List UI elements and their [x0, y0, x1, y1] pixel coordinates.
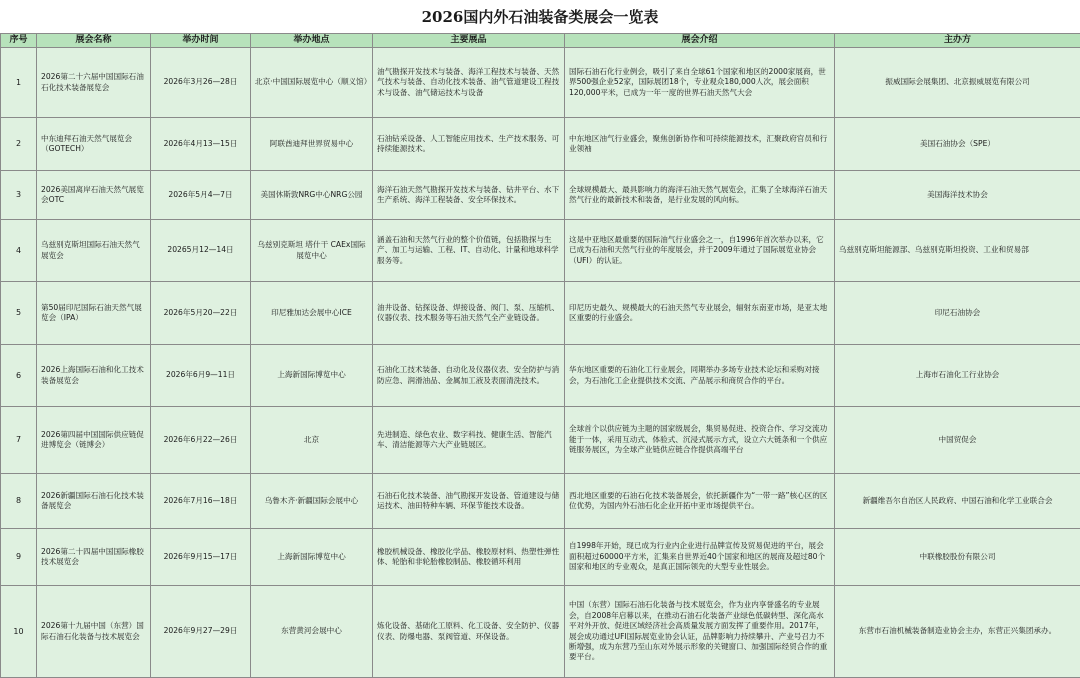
header-time: 举办时间	[151, 34, 251, 48]
cell-venue: 北京·中国国际展览中心（顺义馆）	[251, 48, 373, 118]
table-row	[1, 345, 1080, 407]
cell-seq: 3	[1, 171, 37, 220]
cell-seq: 9	[1, 529, 37, 586]
table-row	[1, 282, 1080, 345]
cell-time: 20265月12—14日	[151, 220, 251, 282]
cell-intro: 中国（东营）国际石油石化装备与技术展览会，作为业内享誉盛名的专业展会，自2008年启幕以来，在推动石油石化装备产业绿色低碳转型、深化高水平对外开放、促进区域经济社会高质量发展方面发挥了重要作用。2017年，展会成功通过UFI国际展览业协会认证，品牌影响力持续攀升、产业号召力不断增强，成为东营乃至山东对外展示形象的关键窗口、加强国际经贸合作的重要平台。	[565, 586, 835, 678]
header-venue: 举办地点	[251, 34, 373, 48]
cell-exhibits: 石油化工技术装备、自动化及仪器仪表、安全防护与消防应急、润滑油品、金属加工液及表面清洗技术。	[373, 345, 565, 407]
cell-seq: 4	[1, 220, 37, 282]
header-organizer: 主办方	[835, 34, 1080, 48]
header-row	[1, 34, 1080, 48]
cell-exhibits: 涵盖石油和天然气行业的整个价值链，包括勘探与生产、加工与运输、工程、IT、自动化、计量和地球科学服务等。	[373, 220, 565, 282]
cell-exhibits: 先进制造、绿色农业、数字科技、健康生活、智能汽车、清洁能源等六大产业链展区。	[373, 407, 565, 474]
exhibition-table	[0, 33, 1080, 678]
cell-seq: 1	[1, 48, 37, 118]
cell-name: 2026第十九届中国（东营）国际石油石化装备与技术展览会	[37, 586, 151, 678]
table-row	[1, 586, 1080, 678]
cell-organizer: 新疆维吾尔自治区人民政府、中国石油和化学工业联合会	[835, 474, 1080, 529]
cell-seq: 5	[1, 282, 37, 345]
cell-intro: 国际石油石化行业例会，吸引了来自全球61个国家和地区的2000家展商，世界500强企业52家，国际展团18个，专业观众180,000人次，展会面积120,000平米，已成为一年一度的世界石油天然气大会	[565, 48, 835, 118]
cell-organizer: 乌兹别克斯坦能源部、乌兹别克斯坦投资、工业和贸易部	[835, 220, 1080, 282]
cell-venue: 美国休斯敦NRG中心NRG公园	[251, 171, 373, 220]
header-name: 展会名称	[37, 34, 151, 48]
cell-intro: 华东地区重要的石油化工行业展会，同期举办多场专业技术论坛和采购对接会，为石油化工企业提供技术交流、产品展示和商贸合作的平台。	[565, 345, 835, 407]
cell-seq: 8	[1, 474, 37, 529]
cell-organizer: 美国石油协会（SPE）	[835, 118, 1080, 171]
cell-intro: 自1998年开始，现已成为行业内企业进行品牌宣传及贸易促进的平台，展会面积超过60000平方米，汇集来自世界近40个国家和地区的展商及超过80个国家和地区的专业观众，是真正国际领先的大型专业性展会。	[565, 529, 835, 586]
cell-organizer: 东营市石油机械装备制造业协会主办，东营正兴集团承办。	[835, 586, 1080, 678]
cell-venue: 乌兹别克斯坦 塔什干 CAEx国际展览中心	[251, 220, 373, 282]
cell-venue: 印尼雅加达会展中心ICE	[251, 282, 373, 345]
cell-intro: 全球规模最大、最具影响力的海洋石油天然气展览会，汇集了全球海洋石油天然气行业的最新技术和装备，是行业发展的风向标。	[565, 171, 835, 220]
cell-name: 2026第四届中国国际供应链促进博览会（链博会）	[37, 407, 151, 474]
header-seq: 序号	[1, 34, 37, 48]
cell-time: 2026年6月9—11日	[151, 345, 251, 407]
cell-intro: 这是中亚地区最重要的国际油气行业盛会之一，自1996年首次举办以来，它已成为石油和天然气行业的年度展会，并于2009年通过了国际展览业协会（UFI）的认证。	[565, 220, 835, 282]
cell-organizer: 上海市石油化工行业协会	[835, 345, 1080, 407]
table-row	[1, 529, 1080, 586]
cell-exhibits: 石油钻采设备、人工智能应用技术、生产技术服务、可持续能源技术。	[373, 118, 565, 171]
table-row	[1, 220, 1080, 282]
cell-organizer: 振威国际会展集团、北京振威展览有限公司	[835, 48, 1080, 118]
cell-name: 中东迪拜石油天然气展览会（GOTECH）	[37, 118, 151, 171]
table-header	[1, 34, 1080, 48]
table-row	[1, 48, 1080, 118]
cell-time: 2026年9月27—29日	[151, 586, 251, 678]
cell-intro: 西北地区重要的石油石化技术装备展会，依托新疆作为“一带一路”核心区的区位优势，为国内外石油石化企业开拓中亚市场提供平台。	[565, 474, 835, 529]
table-row	[1, 474, 1080, 529]
cell-seq: 2	[1, 118, 37, 171]
cell-venue: 上海新国际博览中心	[251, 345, 373, 407]
header-intro: 展会介绍	[565, 34, 835, 48]
cell-exhibits: 石油石化技术装备、油气勘探开发设备、管道建设与储运技术、油田特种车辆、环保节能技术设备。	[373, 474, 565, 529]
cell-organizer: 印尼石油协会	[835, 282, 1080, 345]
cell-exhibits: 油井设备、钻探设备、焊接设备、阀门、泵、压缩机、仪器仪表、技术服务等石油天然气全产业链设备。	[373, 282, 565, 345]
table-row	[1, 407, 1080, 474]
cell-exhibits: 海洋石油天然气勘探开发技术与装备、钻井平台、水下生产系统、海洋工程装备、安全环保技术。	[373, 171, 565, 220]
cell-name: 2026第二十六届中国国际石油石化技术装备展览会	[37, 48, 151, 118]
cell-exhibits: 橡胶机械设备、橡胶化学品、橡胶原材料、热塑性弹性体、轮胎和非轮胎橡胶制品、橡胶循环利用	[373, 529, 565, 586]
cell-organizer: 美国海洋技术协会	[835, 171, 1080, 220]
cell-time: 2026年3月26—28日	[151, 48, 251, 118]
cell-seq: 7	[1, 407, 37, 474]
cell-name: 2026第二十四届中国国际橡胶技术展览会	[37, 529, 151, 586]
cell-exhibits: 油气勘探开发技术与装备、海洋工程技术与装备、天然气技术与装备、自动化技术装备、油气管道建设工程技术与设备、油气储运技术与设备	[373, 48, 565, 118]
cell-seq: 10	[1, 586, 37, 678]
cell-organizer: 中联橡胶股份有限公司	[835, 529, 1080, 586]
cell-intro: 印尼历史最久、规模最大的石油天然气专业展会，辐射东南亚市场，是亚太地区重要的行业盛会。	[565, 282, 835, 345]
cell-seq: 6	[1, 345, 37, 407]
cell-venue: 阿联酋迪拜世界贸易中心	[251, 118, 373, 171]
cell-venue: 东营黄河会展中心	[251, 586, 373, 678]
cell-time: 2026年5月20—22日	[151, 282, 251, 345]
table-title: 2026国内外石油装备类展会一览表	[0, 0, 1080, 33]
cell-venue: 乌鲁木齐·新疆国际会展中心	[251, 474, 373, 529]
cell-name: 2026新疆国际石油石化技术装备展览会	[37, 474, 151, 529]
header-exhibits: 主要展品	[373, 34, 565, 48]
table-body	[1, 48, 1080, 678]
cell-name: 2026上海国际石油和化工技术装备展览会	[37, 345, 151, 407]
table-row	[1, 171, 1080, 220]
cell-name: 乌兹别克斯坦国际石油天然气展览会	[37, 220, 151, 282]
cell-time: 2026年5月4—7日	[151, 171, 251, 220]
cell-organizer: 中国贸促会	[835, 407, 1080, 474]
cell-exhibits: 炼化设备、基础化工原料、化工设备、安全防护、仪器仪表、防爆电器、泵阀管道、环保设备。	[373, 586, 565, 678]
cell-intro: 全球首个以供应链为主题的国家级展会，集贸易促进、投资合作、学习交流功能于一体，采用互动式、体验式、沉浸式展示方式，设立六大链条和一个供应链服务展区，为全球产业链供应链合作提供高端平台	[565, 407, 835, 474]
cell-time: 2026年4月13—15日	[151, 118, 251, 171]
cell-time: 2026年6月22—26日	[151, 407, 251, 474]
cell-time: 2026年7月16—18日	[151, 474, 251, 529]
table-row	[1, 118, 1080, 171]
cell-venue: 上海新国际博览中心	[251, 529, 373, 586]
cell-intro: 中东地区油气行业盛会，聚焦创新协作和可持续能源技术，汇聚政府官员和行业领袖	[565, 118, 835, 171]
cell-name: 2026美国离岸石油天然气展览会OTC	[37, 171, 151, 220]
cell-name: 第50届印尼国际石油天然气展览会（IPA）	[37, 282, 151, 345]
cell-time: 2026年9月15—17日	[151, 529, 251, 586]
cell-venue: 北京	[251, 407, 373, 474]
